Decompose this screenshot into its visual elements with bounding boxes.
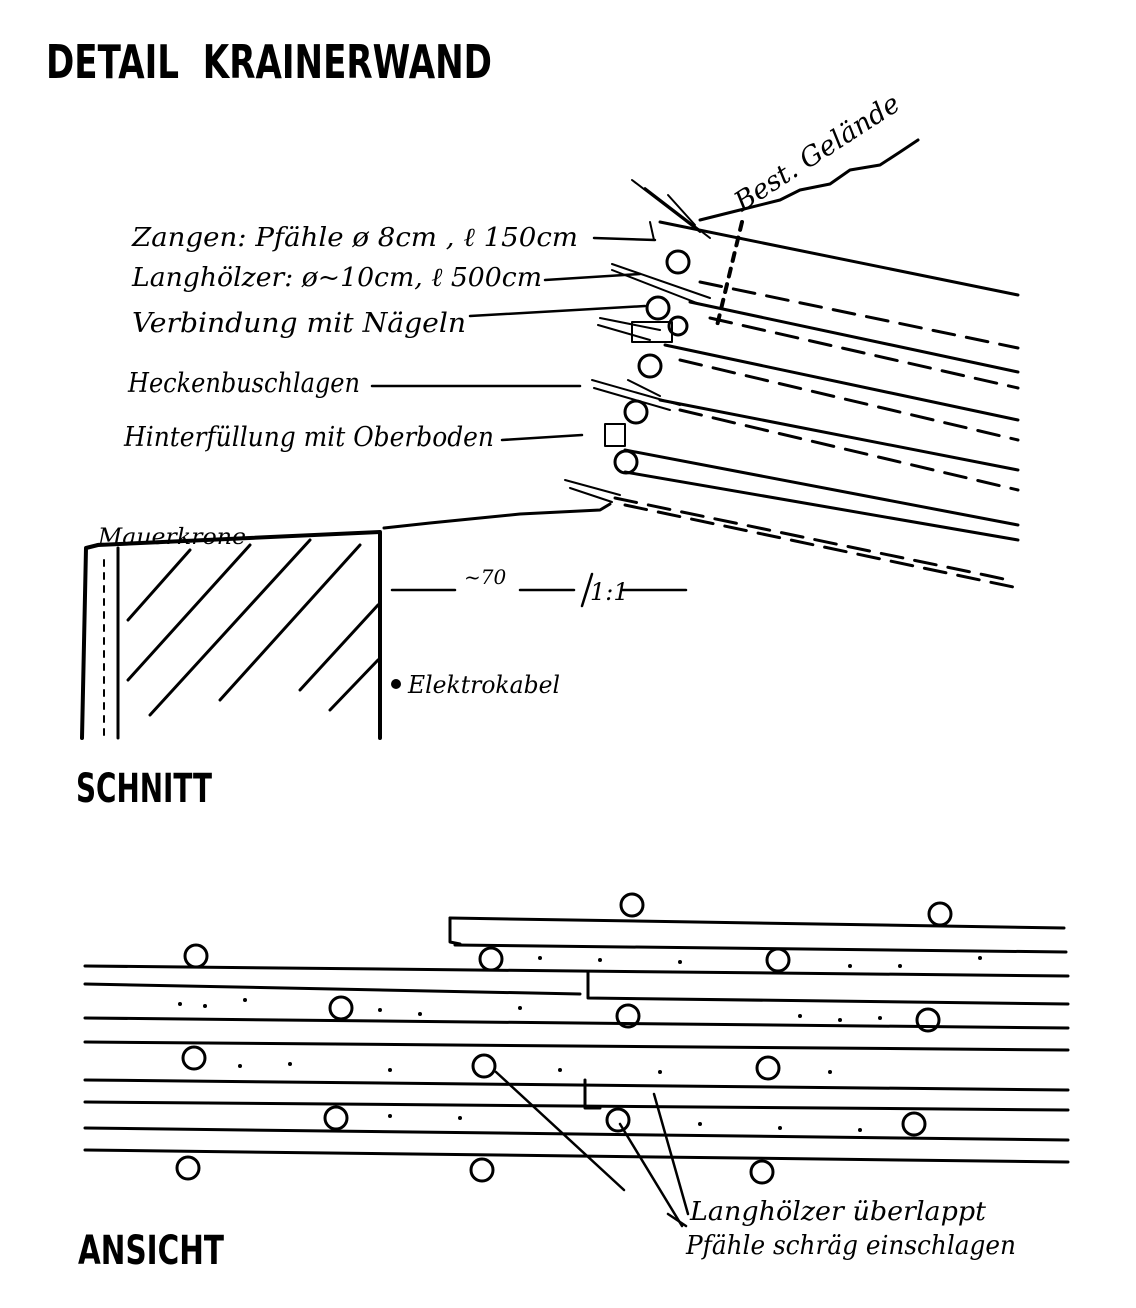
elevation-view	[78, 894, 1068, 1274]
label-hinterfuellung: Hinterfüllung mit Oberboden	[123, 422, 494, 453]
label-mauerkrone: Mauerkrone	[96, 525, 246, 550]
elevation-leader-lines	[496, 1072, 688, 1226]
label-heckenbuschlagen: Heckenbuschlagen	[127, 368, 360, 399]
elevation-stake-circles	[177, 894, 951, 1183]
label-schraeg: Pfähle schräg einschlagen	[685, 1231, 1016, 1261]
cable-marker	[391, 679, 401, 689]
label-ueberlappt: Langhölzer überlappt	[688, 1197, 987, 1227]
section-log-circles	[615, 251, 689, 473]
elevation-heading: ANSICHT	[78, 1228, 225, 1274]
section-heading: SCHNITT	[76, 766, 213, 812]
elevation-log-lines	[85, 918, 1068, 1162]
label-elektrokabel: Elektrokabel	[407, 671, 560, 699]
drawing-title: DETAIL KRAINERWAND	[46, 35, 493, 89]
slope-label: 1:1	[590, 578, 629, 606]
label-verbindung: Verbindung mit Nägeln	[132, 308, 466, 339]
dimension-line	[392, 574, 686, 606]
dimension-label: ~70	[464, 565, 507, 589]
retaining-wall	[82, 532, 380, 738]
label-langhoelzer: Langhölzer: ø~10cm, ℓ 500cm	[130, 263, 542, 293]
section-view	[76, 88, 1018, 812]
label-gelaende: Best. Gelände	[728, 88, 906, 218]
ground-line	[384, 504, 610, 528]
label-zangen: Zangen: Pfähle ø 8cm , ℓ 150cm	[130, 223, 578, 253]
